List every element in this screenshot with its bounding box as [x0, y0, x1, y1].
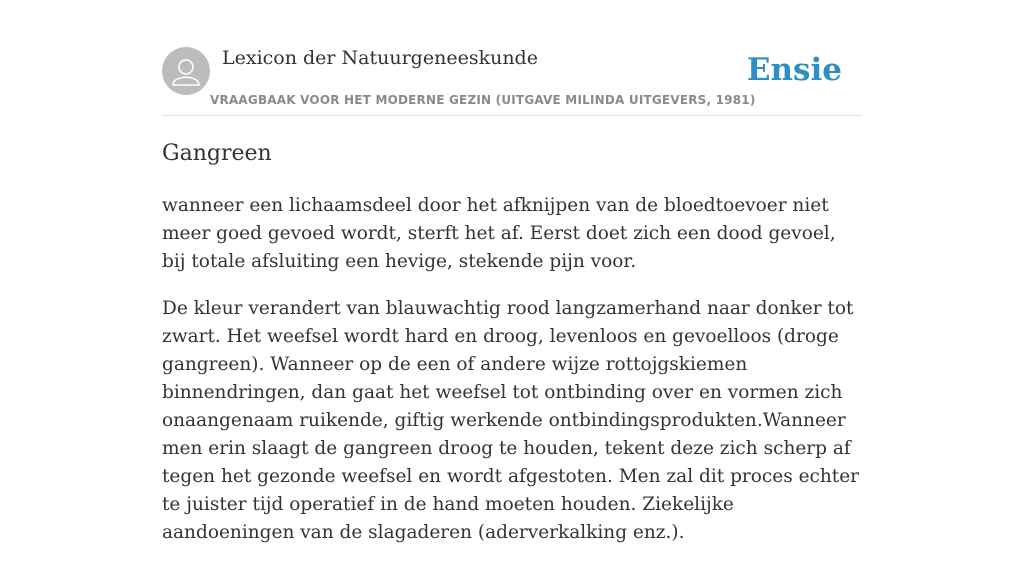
definition-paragraph: wanneer een lichaamsdeel door het afknijpen van de bloedtoevoer niet meer goed gevoed wordt, sterft het af. Eerst doet zich een dood gevoel, bij totale afsluiting een hevige, stekende pijn voor.: [162, 195, 836, 272]
person-silhouette-icon: [162, 47, 210, 95]
book-subtitle: VRAAGBAAK VOOR HET MODERNE GEZIN (UITGAVE MILINDA UITGEVERS, 1981): [210, 93, 756, 107]
book-title[interactable]: Lexicon der Natuurgeneeskunde: [222, 47, 538, 69]
entry-definition: [162, 192, 862, 566]
entry-term-heading: Gangreen: [162, 141, 272, 166]
source-header: [162, 40, 862, 116]
ensie-logo-link[interactable]: Ensie: [746, 52, 842, 88]
definition-paragraph: De kleur verandert van blauwachtig rood langzamerhand naar donker tot zwart. Het weefsel wordt hard en droog, levenloos en gevoelloos (droge gangreen). Wanneer op de een of andere wijze rottojgskiemen binnendringen, dan gaat het weefsel tot ontbinding over en vormen zich onaangenaam ruikende, giftig werkende ontbindingsprodukten.Wanneer men erin slaagt de gangreen droog te houden, tekent deze zich scherp af tegen het gezonde weefsel en wordt afgestoten. Men zal dit proces echter te juister tijd operatief in de hand moeten houden. Ziekelijke aandoeningen van de slagaderen (aderverkalking enz.).: [162, 298, 860, 543]
user-avatar-icon[interactable]: [162, 47, 210, 95]
